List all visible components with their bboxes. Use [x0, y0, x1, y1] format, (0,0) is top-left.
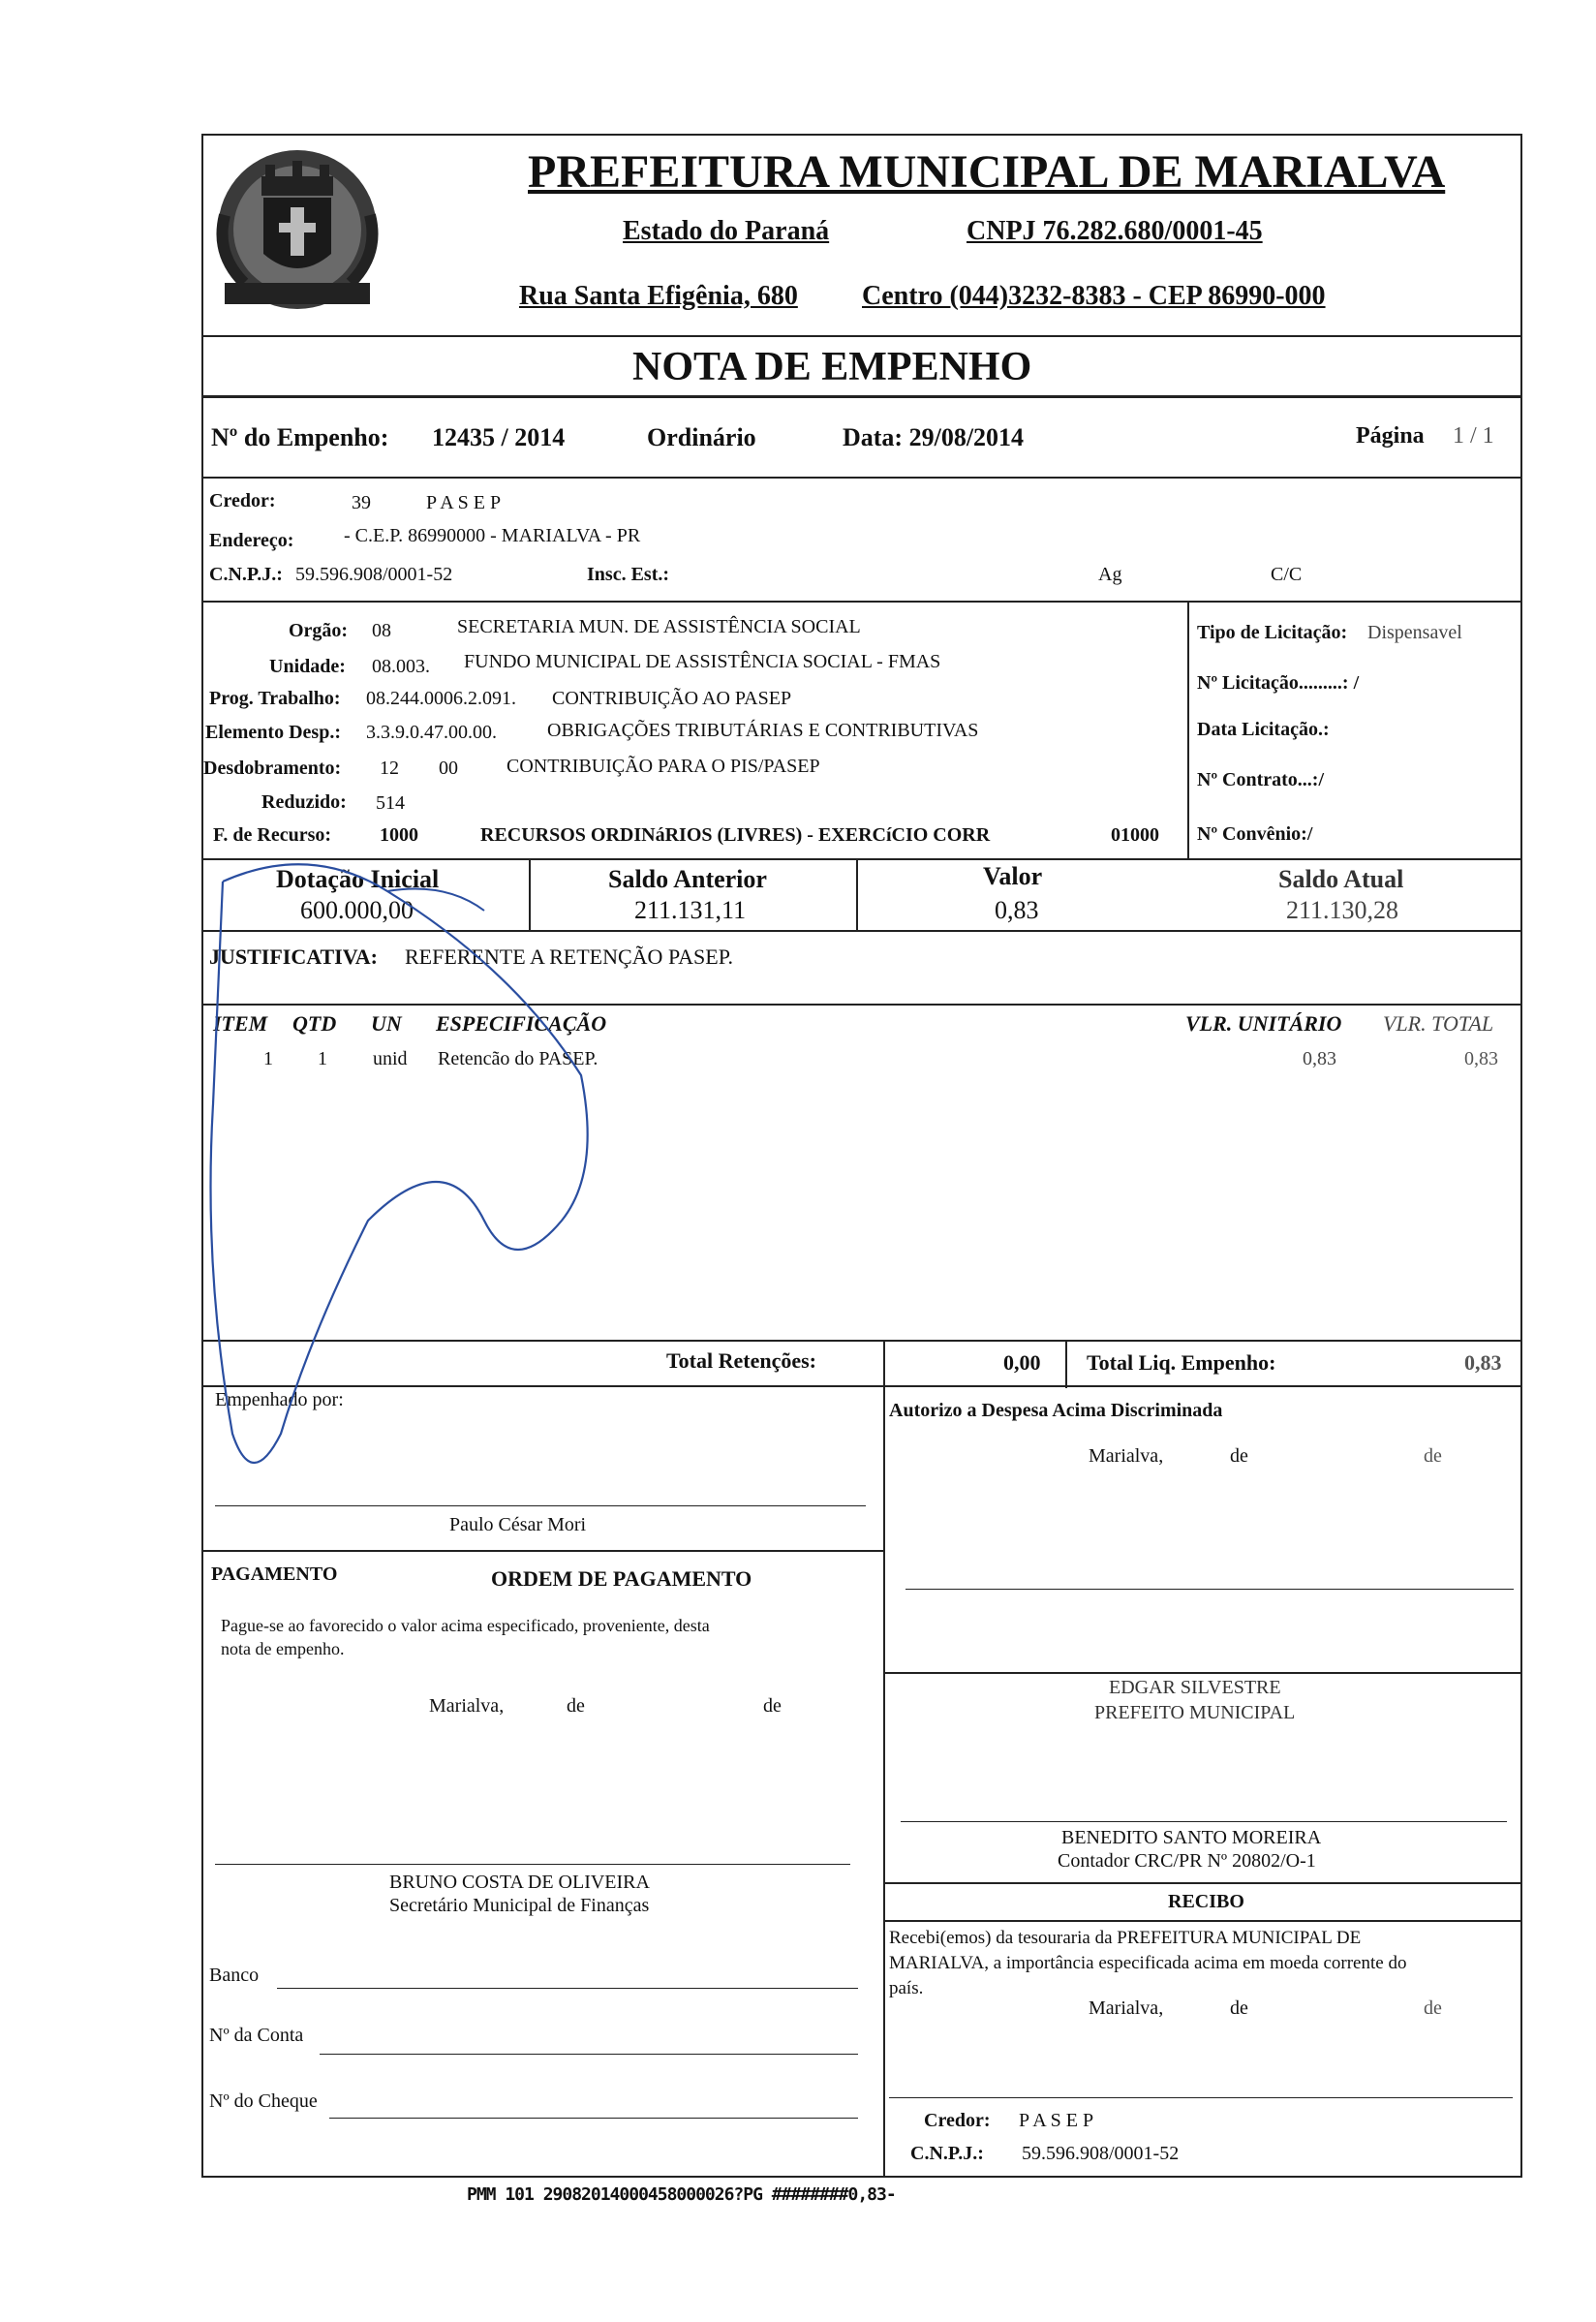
recibo-credor-label: Credor:: [924, 2110, 991, 2131]
saldo-atual-label: Saldo Atual: [1278, 865, 1404, 893]
pagamento-de2: de: [763, 1695, 782, 1717]
secretary-signature-line: [215, 1864, 850, 1865]
data-licitacao: Data Licitação.:: [1197, 719, 1330, 740]
autorizo-de2: de: [1424, 1445, 1442, 1467]
desdob-desc: CONTRIBUIÇÃO PARA O PIS/PASEP: [506, 756, 820, 777]
contador-name: BENEDITO SANTO MOREIRA: [1061, 1827, 1322, 1848]
ordem-pagamento-label: ORDEM DE PAGAMENTO: [491, 1566, 752, 1591]
cc-label: C/C: [1271, 564, 1303, 585]
col-qtd: QTD: [292, 1011, 337, 1036]
dotacao-inicial-value: 600.000,00: [300, 896, 414, 924]
col-spec: ESPECIFICAÇÃO: [436, 1011, 607, 1036]
elemento-label: Elemento Desp.:: [205, 722, 341, 743]
recibo-place: Marialva,: [1089, 1997, 1164, 2019]
reduzido-value: 514: [376, 792, 405, 814]
row-item: 1: [263, 1048, 273, 1069]
num-convenio: Nº Convênio:/: [1197, 823, 1313, 845]
credor-label: Credor:: [209, 490, 276, 511]
recibo-cnpj-value: 59.596.908/0001-52: [1022, 2143, 1180, 2164]
autorizo-place: Marialva,: [1089, 1445, 1164, 1467]
endereco-label: Endereço:: [209, 530, 294, 551]
retencoes-value: 0,00: [1003, 1350, 1041, 1375]
tipo-licitacao-value: Dispensavel: [1367, 622, 1462, 643]
prog-code: 08.244.0006.2.091.: [366, 688, 516, 709]
saldo-anterior-label: Saldo Anterior: [608, 865, 767, 893]
recurso-label: F. de Recurso:: [213, 824, 332, 846]
recibo-text-2: MARIALVA, a importância especificada acima em moeda corrente do: [889, 1953, 1407, 1973]
banco-line: [277, 1988, 858, 1989]
coat-of-arms-logo: [205, 138, 389, 331]
recurso-desc: RECURSOS ORDINáRIOS (LIVRES) - EXERCíCIO CORR: [480, 824, 991, 846]
header-title: PREFEITURA MUNICIPAL DE MARIALVA: [528, 146, 1446, 198]
recibo-text-3: país.: [889, 1978, 924, 1998]
liq-value: 0,83: [1464, 1350, 1502, 1375]
liq-label: Total Liq. Empenho:: [1087, 1350, 1276, 1375]
unidade-label: Unidade:: [269, 656, 346, 677]
endereco-value: - C.E.P. 86990000 - MARIALVA - PR: [344, 525, 641, 546]
pen-scribble-mark: [194, 852, 600, 1511]
orgao-label: Orgão:: [289, 620, 349, 641]
cheque-label: Nº do Cheque: [209, 2090, 318, 2112]
cnpj-value: 59.596.908/0001-52: [295, 564, 453, 585]
row-qtd: 1: [318, 1048, 327, 1069]
recibo-signature-line: [889, 2097, 1513, 2098]
header-cnpj: CNPJ 76.282.680/0001-45: [967, 216, 1263, 246]
recibo-de2: de: [1424, 1997, 1442, 2019]
cnpj-label: C.N.P.J.:: [209, 564, 283, 585]
empenho-label: Nº do Empenho:: [211, 423, 389, 451]
retencoes-label: Total Retenções:: [666, 1348, 816, 1373]
desdob-code2: 00: [439, 758, 458, 779]
row-total: 0,83: [1464, 1048, 1498, 1069]
col-total: VLR. TOTAL: [1383, 1011, 1494, 1036]
saldo-anterior-value: 211.131,11: [634, 896, 747, 924]
autorizo-label: Autorizo a Despesa Acima Discriminada: [889, 1400, 1223, 1421]
banco-label: Banco: [209, 1965, 260, 1986]
empenho-type: Ordinário: [647, 423, 756, 451]
conta-label: Nº da Conta: [209, 2025, 304, 2046]
contador-signature-line: [901, 1821, 1507, 1822]
page-value: 1 / 1: [1453, 423, 1494, 449]
empenhado-label: Empenhado por:: [215, 1389, 344, 1410]
pagamento-label: PAGAMENTO: [211, 1563, 338, 1585]
desdob-code1: 12: [380, 758, 399, 779]
header-state: Estado do Paraná: [623, 216, 830, 246]
desdob-label: Desdobramento:: [203, 758, 342, 779]
elemento-code: 3.3.9.0.47.00.00.: [366, 722, 497, 743]
secretary-title: Secretário Municipal de Finanças: [389, 1895, 650, 1916]
mayor-name: EDGAR SILVESTRE: [1109, 1677, 1281, 1698]
num-contrato: Nº Contrato...:/: [1197, 769, 1325, 790]
num-licitacao: Nº Licitação.........: /: [1197, 672, 1360, 694]
row-un: unid: [373, 1048, 408, 1069]
barcode-text: PMM 101 29082014000458000026?PG ########0,83-: [467, 2184, 896, 2205]
recurso-code: 1000: [380, 824, 418, 846]
recibo-de1: de: [1230, 1997, 1248, 2019]
empenho-date: Data: 29/08/2014: [843, 423, 1025, 451]
valor-value: 0,83: [995, 896, 1039, 924]
recibo-credor-value: P A S E P: [1019, 2110, 1094, 2131]
pagamento-text-2: nota de empenho.: [221, 1639, 345, 1658]
ag-label: Ag: [1098, 564, 1122, 585]
mayor-title: PREFEITO MUNICIPAL: [1094, 1702, 1296, 1723]
doc-title: NOTA DE EMPENHO: [632, 345, 1032, 389]
autorizo-de1: de: [1230, 1445, 1248, 1467]
credor-code: 39: [352, 492, 371, 513]
tipo-licitacao-label: Tipo de Licitação:: [1197, 622, 1348, 643]
recurso-extra: 01000: [1111, 824, 1159, 846]
saldo-atual-value: 211.130,28: [1286, 896, 1399, 924]
insc-label: Insc. Est.:: [587, 564, 670, 585]
empenho-number: 12435 / 2014: [432, 423, 566, 451]
contador-title: Contador CRC/PR Nº 20802/O-1: [1058, 1850, 1316, 1872]
cheque-line: [329, 2118, 858, 2119]
row-unit: 0,83: [1303, 1048, 1336, 1069]
orgao-desc: SECRETARIA MUN. DE ASSISTÊNCIA SOCIAL: [457, 616, 861, 637]
pagamento-place: Marialva,: [429, 1695, 505, 1717]
justificativa-text: REFERENTE A RETENÇÃO PASEP.: [405, 944, 734, 969]
recibo-label: RECIBO: [1168, 1891, 1244, 1912]
elemento-desc: OBRIGAÇÕES TRIBUTÁRIAS E CONTRIBUTIVAS: [547, 720, 979, 741]
valor-label: Valor: [983, 862, 1043, 890]
conta-line: [320, 2054, 858, 2055]
pagamento-text-1: Pague-se ao favorecido o valor acima especificado, proveniente, desta: [221, 1616, 710, 1635]
pagamento-de1: de: [567, 1695, 585, 1717]
credor-name: P A S E P: [426, 492, 502, 513]
unidade-desc: FUNDO MUNICIPAL DE ASSISTÊNCIA SOCIAL - FMAS: [464, 651, 941, 672]
prog-desc: CONTRIBUIÇÃO AO PASEP: [552, 688, 792, 709]
orgao-code: 08: [372, 620, 391, 641]
prog-label: Prog. Trabalho:: [209, 688, 341, 709]
header-address: Rua Santa Efigênia, 680: [519, 281, 798, 311]
row-spec: Retencão do PASEP.: [438, 1048, 598, 1069]
col-unit: VLR. UNITÁRIO: [1185, 1011, 1342, 1036]
page-label: Página: [1356, 423, 1425, 449]
secretary-name: BRUNO COSTA DE OLIVEIRA: [389, 1872, 650, 1893]
empenhado-name: Paulo César Mori: [449, 1514, 587, 1535]
col-un: UN: [371, 1011, 402, 1036]
mayor-signature-line: [905, 1589, 1514, 1590]
recibo-text-1: Recebi(emos) da tesouraria da PREFEITURA MUNICIPAL DE: [889, 1928, 1362, 1948]
justificativa-label: JUSTIFICATIVA:: [209, 944, 379, 969]
dotacao-inicial-label: Dotação Inicial: [276, 865, 440, 893]
header-contact: Centro (044)3232-8383 - CEP 86990-000: [862, 281, 1326, 311]
recibo-cnpj-label: C.N.P.J.:: [910, 2143, 984, 2164]
reduzido-label: Reduzido:: [261, 791, 347, 813]
unidade-code: 08.003.: [372, 656, 430, 677]
col-item: ITEM: [213, 1011, 268, 1036]
